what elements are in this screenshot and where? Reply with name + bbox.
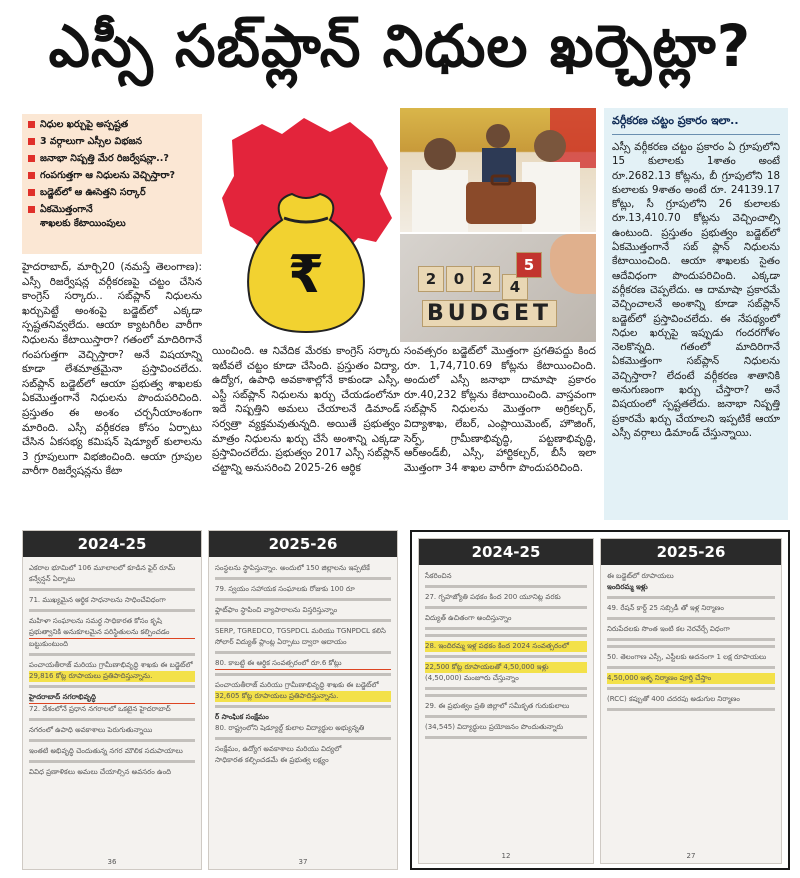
sidebar-title: వర్గీకరణ చట్టం ప్రకారం ఇలా.. (612, 114, 780, 135)
underlined-text: ప్రభుత్వానికి అనుకూలమైన పరిస్థితులను కల్పించడం (29, 627, 195, 639)
highlighted-text: 29,816 కోట్ల రూపాయలు ప్రతిపాదిస్తున్నాను. (29, 671, 195, 682)
budget-blocks-image (400, 234, 596, 342)
bullet-item: జనాభా నిష్పత్తి మేర రిజర్వేషన్లా..? (28, 152, 196, 166)
document-year-bar (23, 531, 201, 557)
bullet-square-icon (28, 172, 35, 179)
document-body: సంస్థలను స్థాపిస్తున్నాం. అందులో 150 జిల్లాలను ఇప్పటికే 79. స్వయం సహాయక సంఘాలకు రోజుకు 100 రూ ఫ్లాట్‌ఫాం స్థాపించి వ్యాపారాలను విస్తరిస్తున్నాం SERP, TGREDCO, TGSPDCL మరియు TGNPDCL కలిసి సోలార్ విద్యుత్ ప్లాంట్ల ఏర్పాటు ద్వారా ఆదాయం 80. కాబట్టి ఈ ఆర్థిక సంవత్సరంలో రూ.6 కోట్లు పంచాయతీరాజ్ మరియు గ్రామీణాభివృద్ధి శాఖకు ఈ బడ్జెట్‌లో 32,605 కోట్ల రూపాయలు ప్రతిపాదిస్తున్నాను. ర్ సాంఘిక సంక్షేమం 80. రాష్ట్రంలోని షెడ్యూల్డ్ కులాల విద్యార్థుల అభ్యున్నతి సంక్షేమం, ఉద్యోగ అవకాశాలు మరియు విద్యలో సాధికారత కల్పించడమే ఈ ప్రభుత్వ లక్ష్యం (215, 563, 391, 853)
budget-block: 2 (418, 266, 444, 292)
budget-document-page (22, 530, 202, 870)
rupee-symbol: ₹ (287, 245, 325, 305)
budget-document-page (600, 538, 782, 864)
bullet-square-icon (28, 206, 35, 213)
document-body: ఎకరాల భూమిలో 106 మూలాలలో కూడిన ఫైర్ రూమ్ కన్వేన్షన్ ఏర్పాటు 71. ముఖ్యమైన ఆర్థిక సాధనాలను సాధించేవిధంగా మహిళా సంఘాలను సమర్థ సాధికారత కోసం కృషి ప్రభుత్వానికి అనుకూలమైన పరిస్థితులను కల్పించడం బట్టుకుంటుంది పంచాయతీరాజ్ మరియు గ్రామీణాభివృద్ధి శాఖకు ఈ బడ్జెట్‌లో 29,816 కోట్ల రూపాయలు ప్రతిపాదిస్తున్నాను. హైదరాబాద్ నగరాభివృద్ధి 72. దేశంలోనే ప్రధాన నగరాలలో ఒకటైన హైదరాబాద్ నగరంలో ఉపాధి అవకాశాలు పెరుగుతున్నాయి ఇంతటి అభివృద్ధి చెందుతున్న నగర మౌలిక సదుపాయాలు వివిధ ప్రణాళికలు అమలు చేయాల్సిన అవసరం ఉంది (29, 563, 195, 853)
bullet-square-icon (28, 138, 35, 145)
page-number: 36 (107, 858, 117, 866)
bullet-item: గంపగుత్తగా ఆ నిధులను వెచ్చిస్తారా? (28, 169, 196, 183)
budget-document-page (208, 530, 398, 870)
bullet-square-icon (28, 155, 35, 162)
headline: ఎస్సీ సబ్‌ప్లాన్ నిధుల ఖర్చెట్లా? (48, 11, 752, 80)
budget-block: 4 (502, 274, 528, 300)
budget-document-page (418, 538, 594, 864)
telangana-map-illustration (212, 110, 400, 340)
hand-graphic (550, 234, 596, 294)
document-year: 2025-26 (268, 535, 338, 553)
highlighted-text: 22,500 కోట్ల రూపాయలతో 4,50,000 ఇళ్లు (425, 662, 587, 673)
briefcase-icon (466, 182, 536, 224)
bullet-item: 3 వర్గాలుగా ఎస్సీల విభజన (28, 135, 196, 149)
article-column-1: హైదరాబాద్, మార్చి20 (నమస్తే తెలంగాణ): ఎస్సీ రిజర్వేషన్ల వర్గీకరణపై చట్టం చేసిన కాంగ్రెస్ సర్కారు.. సబ్‌ప్లాన్ నిధులను ఖర్చుపెట్టే అంశంపై బడ్జెట్‌లో ఎక్కడా స్పష్టతనివ్వలేదు. ఆయా క్యాటగిరీల వారీగా నిధులను కేటాయిస్తారా? గతంలో మాదిరిగానే గంపగుత్తగా వెచ్చిస్తారా? అనే విషయాన్ని కూడా లేశమాత్రమైనా ప్రస్తావించలేదు. సబ్‌ప్లాన్ బడ్జెట్‌లో ఆయా ప్రభుత్వ శాఖలకు ఏకమొత్తంగానే నిధులను పొందుపరిచింది. ప్రస్తుతం ఈ అంశం చర్చనీయాంశంగా మారింది. ఎస్సీ వర్గీకరణ కోసం ఏర్పాటు చేసిన ఏకసభ్య కమిషన్ షెడ్యూల్ కులాలను 3 గ్రూపులుగా విభజించింది. ఆయా గ్రూపుల వారీగా రిజర్వేషన్లను కేటా (22, 261, 202, 478)
sidebar-text: ఎస్సీ వర్గీకరణ చట్టం ప్రకారం ఏ గ్రూపులోని 15 కులాలకు 1శాతం అంటే రూ.2682.13 కోట్లను, బీ గ్రూపులోని 18 కులాలకు 9శాతం అంటే రూ. 24139.17 కోట్లు, సీ గ్రూపులోని 26 కులాలకు రూ.13,410.70 కోట్లను వెచ్చించాల్సి ఉంటుంది. ప్రస్తుతం ప్రభుత్వం బడ్జెట్‌లో ఏకమొత్తంగానే సబ్ ప్లాన్ నిధులను కేటాయించింది. ఆయా శాఖలకు సైతం ఆదేవిధంగా పొందుపరిచింది. ఎక్కడా వర్గీకరణ చెప్పలేదు. ఆ దామాషా ప్రకారమే వెచ్చించాలనే అంశాన్ని కూడా సబ్‌ప్లాన్ బడ్జెట్‌లో ప్రస్తావించలేదు. ఈ నేపథ్యంలో నిధుల ఖర్చుపై ఇప్పుడు గందరగోళం నెలకొన్నది. గతంలో మాదిరిగానే ఏకమొత్తంగా సబ్‌ప్లాన్ నిధులను వెచ్చిస్తారా? లేదంటే వర్గీకరణ శాతానికి అనుగుణంగా ఖర్చు చేస్తారా? అనే విషయంలో స్పష్టతలేదు. జనాభా నిష్పత్తి ప్రకారమే ఖర్చు చేయాలని ఇప్పటికే ఆయా ఎస్సీ వర్గాలు డిమాండ్ చేస్తున్నాయి. (612, 141, 780, 439)
bullet-item-continued: శాఖలకు కేటాయింపులు (40, 218, 126, 229)
document-year-bar (209, 531, 397, 557)
bullet-list (22, 114, 202, 254)
document-body: సేకరించిన 27. గృహజ్యోతి పథకం కింద 200 యూనిట్ల వరకు విద్యుత్ ఉచితంగా అందిస్తున్నాం 28. ఇందిరమ్మ ఇళ్ల పథకం కింద 2024 సంవత్సరంలో 22,500 కోట్ల రూపాయలతో 4,50,000 ఇళ్లు (4,50,000) మంజూరు చేస్తున్నాం 29. ఈ ప్రభుత్వం ప్రతి జిల్లాలో సమీకృత గురుకులాలు (34,545) విద్యార్థులు ప్రయోజనం పొందుతున్నారు (425, 571, 587, 847)
highlighted-text: 4,50,000 ఇళ్ళ నిర్మాణం పూర్తి చేస్తాం (607, 673, 775, 684)
highlighted-text: 28. ఇందిరమ్మ ఇళ్ల పథకం కింద 2024 సంవత్సరంలో (425, 641, 587, 652)
bullet-item: బడ్జెట్‌లో ఆ ఊసెత్తని సర్కార్ (28, 186, 196, 200)
article-column-2: యించింది. ఆ నివేదిక మేరకు కాంగ్రెస్ సర్కారు ఇటీవలే చట్టం కూడా చేసింది. ప్రస్తుతం విద్యా, ఉద్యోగ, ఉపాధి అవకాశాల్లోనే కాకుండా ఎస్సీ, ఎస్టీ సబ్‌ప్లాన్ నిధులను ఖర్చు చేయడంలోనూ ఇదే నిష్పత్తిని అమలు చేయాలనే డిమాండ్ సర్వత్రా వ్యక్తమవుతున్నది. అయితే ప్రభుత్వం మాత్రం నిధులను ఖర్చు చేసే అంశాన్ని ఎక్కడా ప్రస్తావించలేదు. ప్రభుత్వం 2017 ఎస్సీ సబ్‌ప్లాన్ చట్టాన్ని అనుసరించి 2025-26 ఆర్థిక (212, 345, 400, 474)
article-column-3: సంవత్సరం బడ్జెట్‌లో మొత్తంగా ప్రగతిపద్దు కింద రూ. 1,74,710.69 కోట్లను కేటాయించింది. అందులో ఎస్సీ జనాభా దామాషా ప్రకారం రూ.40,232 కోట్లను కేటాయించింది. వాస్తవంగా సబ్‌ప్లాన్ నిధులను మొత్తంగా అగ్రికల్చర్, విద్యాశాఖ, లేబర్, ఎంప్లాయిమెంట్, హౌజింగ్, సెర్ప్, గ్రామీణాభివృద్ధి, పట్టణాభివృద్ధి, ఆర్‌అండ్‌బీ, ఎస్సీ, హార్టికల్చర్, బీసీ ఇలా మొత్తంగా 34 శాఖల వారీగా పొందుపరిచింది. (404, 345, 596, 474)
budget-word: BUDGET (422, 300, 557, 327)
budget-block: 5 (516, 252, 542, 278)
budget-block: 0 (446, 266, 472, 292)
page-number: 12 (501, 852, 511, 860)
document-year: 2025-26 (656, 543, 726, 561)
bullet-item: ఏకమొత్తంగానే (28, 203, 196, 217)
page-number: 27 (686, 852, 696, 860)
page-number: 37 (298, 858, 308, 866)
map-svg (212, 110, 400, 340)
document-year: 2024-25 (471, 543, 541, 561)
document-body: ఈ బడ్జెట్‌లో రూపాయలు ఇందిరమ్మ ఇళ్లు 49. రేషన్ కార్డ్ 25 సబ్సిడీ తో ఇళ్ల నిర్మాణం నిరుపేదలకు సొంత ఇంటి కల నెరవేర్చే విధంగా 50. తెలంగాణ ఎస్సీ, ఎస్టీలకు అదనంగా 1 లక్ష రూపాయలు 4,50,000 ఇళ్ళ నిర్మాణం పూర్తి చేస్తాం (RCC) కప్పుతో 400 చదరపు అడుగుల నిర్మాణం (607, 571, 775, 847)
photo-svg (400, 108, 596, 232)
bullet-square-icon (28, 121, 35, 128)
highlighted-text: 32,605 కోట్ల రూపాయలు ప్రతిపాదిస్తున్నాను. (215, 691, 391, 702)
bullet-item: నిధుల ఖర్చుపై అస్పష్టత (28, 118, 196, 132)
officials-photo (400, 108, 596, 232)
document-year-bar (601, 539, 781, 565)
document-year: 2024-25 (77, 535, 147, 553)
underlined-text: 80. కాబట్టి ఈ ఆర్థిక సంవత్సరంలో రూ.6 కోట్లు (215, 658, 391, 670)
sidebar-box (604, 108, 788, 520)
document-year-bar (419, 539, 593, 565)
bullet-square-icon (28, 189, 35, 196)
budget-block: 2 (474, 266, 500, 292)
